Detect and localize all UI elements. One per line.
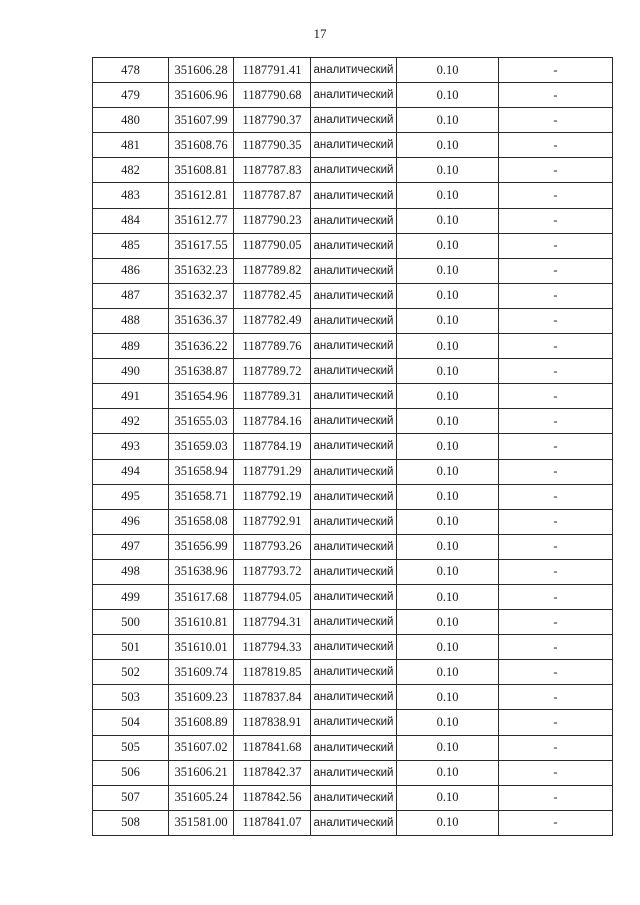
method-cell: аналитический — [311, 785, 397, 810]
note-cell: - — [499, 283, 613, 308]
note-cell: - — [499, 785, 613, 810]
point-number-cell: 487 — [93, 283, 169, 308]
point-number-cell: 485 — [93, 233, 169, 258]
table-row — [93, 83, 613, 108]
accuracy-cell: 0.10 — [397, 133, 499, 158]
note-cell: - — [499, 384, 613, 409]
point-number-cell: 488 — [93, 308, 169, 333]
point-number-cell: 492 — [93, 409, 169, 434]
table-row — [93, 258, 613, 283]
x-coordinate-cell: 351606.28 — [169, 58, 234, 83]
point-number-cell: 483 — [93, 183, 169, 208]
method-cell: аналитический — [311, 484, 397, 509]
x-coordinate-cell: 351617.68 — [169, 584, 234, 609]
method-cell: аналитический — [311, 308, 397, 333]
method-cell: аналитический — [311, 710, 397, 735]
method-cell: аналитический — [311, 183, 397, 208]
method-cell: аналитический — [311, 409, 397, 434]
point-number-cell: 505 — [93, 735, 169, 760]
y-coordinate-cell: 1187782.49 — [234, 308, 311, 333]
accuracy-cell: 0.10 — [397, 484, 499, 509]
x-coordinate-cell: 351581.00 — [169, 810, 234, 835]
method-cell: аналитический — [311, 58, 397, 83]
table-row — [93, 334, 613, 359]
table-row — [93, 660, 613, 685]
point-number-cell: 481 — [93, 133, 169, 158]
table-row — [93, 58, 613, 83]
point-number-cell: 479 — [93, 83, 169, 108]
y-coordinate-cell: 1187792.91 — [234, 509, 311, 534]
page-number: 17 — [313, 26, 327, 41]
x-coordinate-cell: 351632.23 — [169, 258, 234, 283]
method-cell: аналитический — [311, 760, 397, 785]
y-coordinate-cell: 1187794.33 — [234, 635, 311, 660]
table-row — [93, 308, 613, 333]
y-coordinate-cell: 1187787.87 — [234, 183, 311, 208]
y-coordinate-cell: 1187794.05 — [234, 584, 311, 609]
table-row — [93, 559, 613, 584]
point-number-cell: 504 — [93, 710, 169, 735]
x-coordinate-cell: 351610.01 — [169, 635, 234, 660]
table-row — [93, 760, 613, 785]
y-coordinate-cell: 1187842.37 — [234, 760, 311, 785]
note-cell: - — [499, 108, 613, 133]
table-row — [93, 283, 613, 308]
y-coordinate-cell: 1187790.05 — [234, 233, 311, 258]
x-coordinate-cell: 351606.96 — [169, 83, 234, 108]
y-coordinate-cell: 1187789.82 — [234, 258, 311, 283]
method-cell: аналитический — [311, 584, 397, 609]
accuracy-cell: 0.10 — [397, 509, 499, 534]
y-coordinate-cell: 1187838.91 — [234, 710, 311, 735]
method-cell: аналитический — [311, 635, 397, 660]
note-cell: - — [499, 810, 613, 835]
note-cell: - — [499, 710, 613, 735]
accuracy-cell: 0.10 — [397, 760, 499, 785]
note-cell: - — [499, 183, 613, 208]
note-cell: - — [499, 308, 613, 333]
point-number-cell: 486 — [93, 258, 169, 283]
point-number-cell: 489 — [93, 334, 169, 359]
accuracy-cell: 0.10 — [397, 409, 499, 434]
coordinates-table — [92, 57, 613, 836]
x-coordinate-cell: 351654.96 — [169, 384, 234, 409]
point-number-cell: 508 — [93, 810, 169, 835]
accuracy-cell: 0.10 — [397, 283, 499, 308]
x-coordinate-cell: 351617.55 — [169, 233, 234, 258]
table-row — [93, 509, 613, 534]
point-number-cell: 494 — [93, 459, 169, 484]
y-coordinate-cell: 1187842.56 — [234, 785, 311, 810]
x-coordinate-cell: 351656.99 — [169, 534, 234, 559]
accuracy-cell: 0.10 — [397, 735, 499, 760]
y-coordinate-cell: 1187794.31 — [234, 610, 311, 635]
accuracy-cell: 0.10 — [397, 258, 499, 283]
point-number-cell: 496 — [93, 509, 169, 534]
point-number-cell: 503 — [93, 685, 169, 710]
x-coordinate-cell: 351607.99 — [169, 108, 234, 133]
x-coordinate-cell: 351610.81 — [169, 610, 234, 635]
table-row — [93, 409, 613, 434]
point-number-cell: 502 — [93, 660, 169, 685]
note-cell: - — [499, 484, 613, 509]
method-cell: аналитический — [311, 685, 397, 710]
x-coordinate-cell: 351607.02 — [169, 735, 234, 760]
note-cell: - — [499, 635, 613, 660]
note-cell: - — [499, 83, 613, 108]
accuracy-cell: 0.10 — [397, 660, 499, 685]
y-coordinate-cell: 1187787.83 — [234, 158, 311, 183]
accuracy-cell: 0.10 — [397, 785, 499, 810]
method-cell: аналитический — [311, 158, 397, 183]
y-coordinate-cell: 1187793.26 — [234, 534, 311, 559]
method-cell: аналитический — [311, 83, 397, 108]
note-cell: - — [499, 735, 613, 760]
point-number-cell: 478 — [93, 58, 169, 83]
method-cell: аналитический — [311, 434, 397, 459]
accuracy-cell: 0.10 — [397, 434, 499, 459]
point-number-cell: 490 — [93, 359, 169, 384]
table-row — [93, 384, 613, 409]
table-row — [93, 534, 613, 559]
note-cell: - — [499, 610, 613, 635]
point-number-cell: 507 — [93, 785, 169, 810]
y-coordinate-cell: 1187791.41 — [234, 58, 311, 83]
x-coordinate-cell: 351632.37 — [169, 283, 234, 308]
x-coordinate-cell: 351612.81 — [169, 183, 234, 208]
x-coordinate-cell: 351609.23 — [169, 685, 234, 710]
x-coordinate-cell: 351608.89 — [169, 710, 234, 735]
method-cell: аналитический — [311, 660, 397, 685]
method-cell: аналитический — [311, 509, 397, 534]
accuracy-cell: 0.10 — [397, 308, 499, 333]
point-number-cell: 497 — [93, 534, 169, 559]
y-coordinate-cell: 1187789.76 — [234, 334, 311, 359]
point-number-cell: 506 — [93, 760, 169, 785]
accuracy-cell: 0.10 — [397, 710, 499, 735]
note-cell: - — [499, 760, 613, 785]
coordinates-table-body — [93, 58, 613, 836]
table-row — [93, 434, 613, 459]
y-coordinate-cell: 1187790.23 — [234, 208, 311, 233]
x-coordinate-cell: 351636.37 — [169, 308, 234, 333]
point-number-cell: 484 — [93, 208, 169, 233]
x-coordinate-cell: 351638.87 — [169, 359, 234, 384]
x-coordinate-cell: 351658.08 — [169, 509, 234, 534]
x-coordinate-cell: 351606.21 — [169, 760, 234, 785]
y-coordinate-cell: 1187789.31 — [234, 384, 311, 409]
table-row — [93, 233, 613, 258]
table-row — [93, 133, 613, 158]
note-cell: - — [499, 459, 613, 484]
accuracy-cell: 0.10 — [397, 459, 499, 484]
method-cell: аналитический — [311, 810, 397, 835]
method-cell: аналитический — [311, 459, 397, 484]
x-coordinate-cell: 351609.74 — [169, 660, 234, 685]
y-coordinate-cell: 1187790.35 — [234, 133, 311, 158]
table-row — [93, 484, 613, 509]
accuracy-cell: 0.10 — [397, 334, 499, 359]
table-row — [93, 158, 613, 183]
table-row — [93, 359, 613, 384]
note-cell: - — [499, 685, 613, 710]
accuracy-cell: 0.10 — [397, 233, 499, 258]
table-row — [93, 610, 613, 635]
accuracy-cell: 0.10 — [397, 158, 499, 183]
point-number-cell: 500 — [93, 610, 169, 635]
method-cell: аналитический — [311, 283, 397, 308]
table-row — [93, 810, 613, 835]
note-cell: - — [499, 258, 613, 283]
x-coordinate-cell: 351659.03 — [169, 434, 234, 459]
y-coordinate-cell: 1187782.45 — [234, 283, 311, 308]
note-cell: - — [499, 409, 613, 434]
point-number-cell: 482 — [93, 158, 169, 183]
accuracy-cell: 0.10 — [397, 635, 499, 660]
table-row — [93, 208, 613, 233]
x-coordinate-cell: 351612.77 — [169, 208, 234, 233]
note-cell: - — [499, 559, 613, 584]
method-cell: аналитический — [311, 108, 397, 133]
method-cell: аналитический — [311, 735, 397, 760]
note-cell: - — [499, 509, 613, 534]
x-coordinate-cell: 351608.76 — [169, 133, 234, 158]
note-cell: - — [499, 584, 613, 609]
note-cell: - — [499, 208, 613, 233]
x-coordinate-cell: 351605.24 — [169, 785, 234, 810]
y-coordinate-cell: 1187791.29 — [234, 459, 311, 484]
accuracy-cell: 0.10 — [397, 183, 499, 208]
note-cell: - — [499, 434, 613, 459]
accuracy-cell: 0.10 — [397, 384, 499, 409]
method-cell: аналитический — [311, 559, 397, 584]
accuracy-cell: 0.10 — [397, 83, 499, 108]
note-cell: - — [499, 534, 613, 559]
table-row — [93, 635, 613, 660]
x-coordinate-cell: 351655.03 — [169, 409, 234, 434]
x-coordinate-cell: 351608.81 — [169, 158, 234, 183]
accuracy-cell: 0.10 — [397, 610, 499, 635]
accuracy-cell: 0.10 — [397, 685, 499, 710]
method-cell: аналитический — [311, 534, 397, 559]
y-coordinate-cell: 1187837.84 — [234, 685, 311, 710]
note-cell: - — [499, 660, 613, 685]
note-cell: - — [499, 158, 613, 183]
y-coordinate-cell: 1187819.85 — [234, 660, 311, 685]
table-row — [93, 459, 613, 484]
method-cell: аналитический — [311, 359, 397, 384]
method-cell: аналитический — [311, 133, 397, 158]
accuracy-cell: 0.10 — [397, 359, 499, 384]
point-number-cell: 480 — [93, 108, 169, 133]
method-cell: аналитический — [311, 334, 397, 359]
method-cell: аналитический — [311, 610, 397, 635]
point-number-cell: 499 — [93, 584, 169, 609]
accuracy-cell: 0.10 — [397, 584, 499, 609]
method-cell: аналитический — [311, 384, 397, 409]
accuracy-cell: 0.10 — [397, 108, 499, 133]
accuracy-cell: 0.10 — [397, 534, 499, 559]
x-coordinate-cell: 351658.71 — [169, 484, 234, 509]
x-coordinate-cell: 351658.94 — [169, 459, 234, 484]
note-cell: - — [499, 359, 613, 384]
table-row — [93, 183, 613, 208]
table-row — [93, 685, 613, 710]
accuracy-cell: 0.10 — [397, 810, 499, 835]
point-number-cell: 493 — [93, 434, 169, 459]
note-cell: - — [499, 58, 613, 83]
accuracy-cell: 0.10 — [397, 208, 499, 233]
note-cell: - — [499, 233, 613, 258]
y-coordinate-cell: 1187784.19 — [234, 434, 311, 459]
y-coordinate-cell: 1187793.72 — [234, 559, 311, 584]
point-number-cell: 498 — [93, 559, 169, 584]
y-coordinate-cell: 1187792.19 — [234, 484, 311, 509]
note-cell: - — [499, 133, 613, 158]
y-coordinate-cell: 1187784.16 — [234, 409, 311, 434]
accuracy-cell: 0.10 — [397, 559, 499, 584]
y-coordinate-cell: 1187790.37 — [234, 108, 311, 133]
y-coordinate-cell: 1187841.07 — [234, 810, 311, 835]
table-row — [93, 785, 613, 810]
y-coordinate-cell: 1187790.68 — [234, 83, 311, 108]
method-cell: аналитический — [311, 233, 397, 258]
table-row — [93, 108, 613, 133]
point-number-cell: 495 — [93, 484, 169, 509]
point-number-cell: 491 — [93, 384, 169, 409]
x-coordinate-cell: 351638.96 — [169, 559, 234, 584]
x-coordinate-cell: 351636.22 — [169, 334, 234, 359]
y-coordinate-cell: 1187789.72 — [234, 359, 311, 384]
y-coordinate-cell: 1187841.68 — [234, 735, 311, 760]
point-number-cell: 501 — [93, 635, 169, 660]
table-row — [93, 584, 613, 609]
note-cell: - — [499, 334, 613, 359]
method-cell: аналитический — [311, 208, 397, 233]
table-row — [93, 735, 613, 760]
table-row — [93, 710, 613, 735]
accuracy-cell: 0.10 — [397, 58, 499, 83]
method-cell: аналитический — [311, 258, 397, 283]
